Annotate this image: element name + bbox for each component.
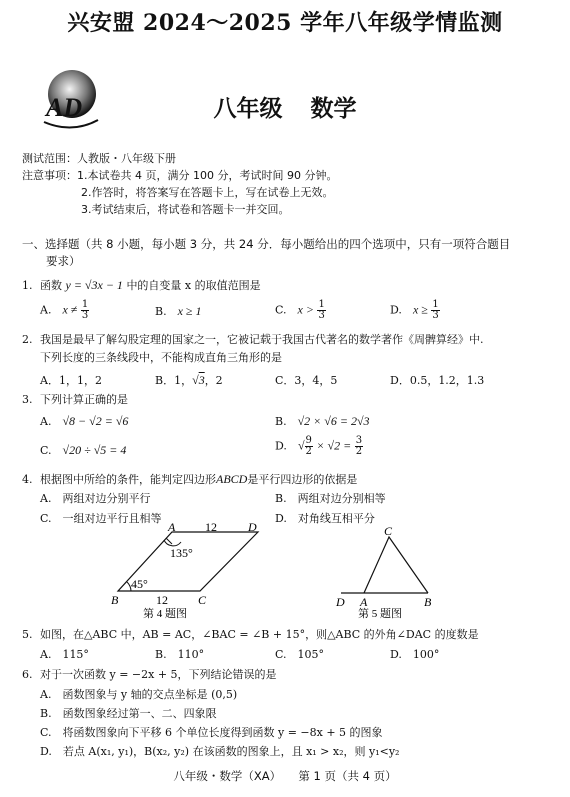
option-c: C．3，4，5 (275, 374, 338, 387)
figure-4-caption: 第 4 题图 (143, 608, 187, 620)
side-ad-length: 12 (205, 520, 217, 534)
note-1: 注意事项：1.本试卷共 4 页，满分 100 分，考试时间 90 分钟。 (22, 169, 338, 182)
option-a: A. x ≠ $\frac{1}{3}$ (40, 299, 89, 321)
question-number: 1. (22, 279, 33, 292)
label-d: D (336, 595, 345, 609)
option-c: C. 一组对边平行且相等 (40, 512, 162, 525)
option-b: B. x ≥ 1 (155, 304, 202, 318)
question-number: 4. (22, 473, 33, 486)
figure-5-caption: 第 5 题图 (358, 608, 402, 620)
question-stem: 如图，在△ABC 中，AB = AC，∠BAC = ∠B + 15°，则△ABC 的外角∠DAC 的度数是 (40, 628, 479, 641)
logo-text: AD (46, 93, 83, 122)
option-d: D．0.5，1.2，1.3 (390, 374, 485, 387)
question-stem: 函数 y = √3x − 1 中的自变量 x 的取值范围是 (40, 278, 261, 292)
option-d: D. 若点 A(x₁, y₁)，B(x₂, y₂) 在该函数的图象上，且 x₁ > x₂，则 y₁<y₂ (40, 745, 400, 758)
option-b: B. 两组对边分别相等 (275, 492, 386, 505)
exam-title: 兴安盟 2024～2025 学年八年级学情监测 (67, 10, 503, 36)
question-number: 5. (22, 628, 33, 641)
label-b: B (424, 595, 432, 609)
note-2: 2.作答时，将答案写在答题卡上，写在试卷上无效。 (81, 186, 334, 199)
question-number: 2. (22, 333, 33, 346)
option-a: A．1，1，2 (40, 374, 102, 387)
question-stem: 对于一次函数 y = −2x + 5，下列结论错误的是 (40, 668, 277, 681)
test-scope: 测试范围：人教版・八年级下册 (22, 152, 176, 165)
question-stem: 根据图中所给的条件，能判定四边形ABCD是平行四边形的依据是 (40, 472, 358, 486)
label-b: B (111, 593, 119, 607)
label-c: C (384, 524, 393, 538)
option-b: B. √2 × √6 = 2√3 (275, 414, 370, 428)
angle-a: 135° (170, 546, 193, 560)
option-a: A. 115° (40, 648, 89, 661)
figure-5-triangle (335, 524, 432, 620)
angle-b: 45° (131, 577, 148, 591)
option-d: D. 对角线互相平分 (275, 512, 375, 525)
question-number: 6. (22, 668, 33, 681)
option-c: C. 105° (275, 648, 325, 661)
note-3: 3.考试结束后，将试卷和答题卡一并交回。 (81, 203, 290, 216)
page-footer: 八年级・数学（XA） 第 1 页（共 4 页） (173, 769, 397, 783)
side-bc-length: 12 (156, 593, 168, 607)
option-b: B. 110° (155, 648, 205, 661)
figure-4-parallelogram (111, 520, 258, 620)
option-b: B．1，√3，2 (155, 373, 223, 387)
option-c: C. x > $\frac{1}{3}$ (275, 299, 325, 321)
label-d: D (248, 520, 257, 534)
question-number: 3. (22, 393, 33, 406)
option-a: A. 函数图象与 y 轴的交点坐标是 (0,5) (40, 688, 238, 701)
section-line-2: 要求） (46, 254, 81, 268)
exam-notes (22, 150, 337, 218)
subject-label: 数学 (310, 95, 357, 122)
option-a: A. √8 − √2 = √6 (40, 414, 129, 428)
label-a: A (360, 595, 368, 609)
option-c: C. 将函数图象向下平移 6 个单位长度得到函数 y = −8x + 5 的图象 (40, 726, 383, 739)
section-heading (22, 236, 552, 270)
label-c: C (198, 593, 207, 607)
section-line-1: 一、选择题（共 8 小题，每小题 3 分，共 24 分．每小题给出的四个选项中，只有一项符合题目 (22, 237, 511, 251)
option-d: D. √ $\frac{9}{2}$ × √2 = $\frac{3}{2}$ (275, 435, 363, 457)
label-a: A (168, 520, 176, 534)
option-c: C. √20 ÷ √5 = 4 (40, 443, 127, 457)
question-line-2: 下列长度的三条线段中，不能构成直角三角形的是 (40, 351, 282, 364)
option-d: D. x ≥ $\frac{1}{3}$ (390, 299, 439, 321)
grade-label: 八年级 (213, 95, 283, 122)
figures (0, 520, 570, 624)
question-stem: 下列计算正确的是 (40, 393, 128, 406)
option-b: B. 函数图象经过第一、二、四象限 (40, 707, 217, 720)
question-line-1: 我国是最早了解勾股定理的国家之一，它被记载于我国古代著名的数学著作《周髀算经》中. (40, 333, 484, 346)
grade-subject (0, 90, 570, 123)
option-a: A. 两组对边分别平行 (40, 492, 151, 505)
option-d: D. 100° (390, 648, 440, 661)
